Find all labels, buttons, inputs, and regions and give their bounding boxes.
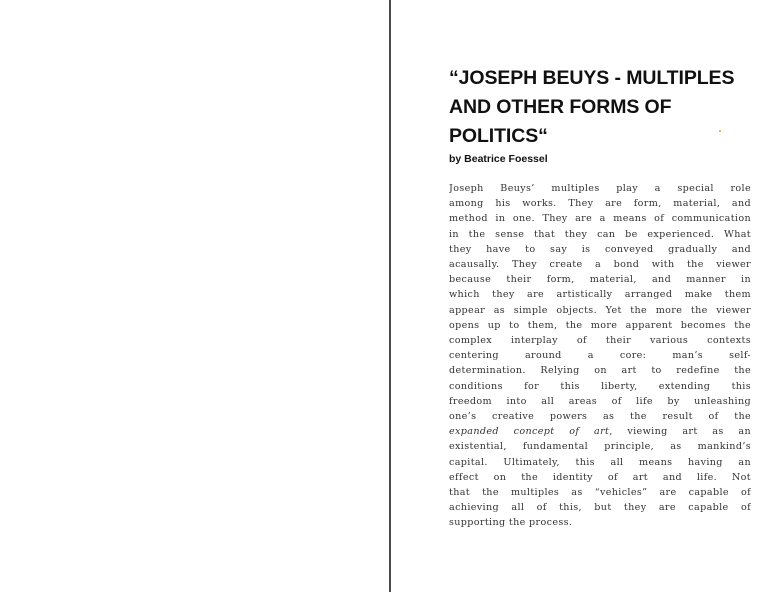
body-line: which they are artistically arranged make them [449,289,751,301]
body-line: existential, fundamental principle, as mankind’s [449,441,751,453]
body-line: complex interplay of their various contexts [449,335,751,347]
left-page-blank [0,0,389,592]
body-line: opens up to them, the more apparent becomes the [449,319,751,331]
body-line: achieving all of this, but they are capable of [449,502,751,514]
title-line: “JOSEPH BEUYS - MULTIPLES [449,67,735,89]
body-line: Joseph Beuys’ multiples play a special role [449,183,751,194]
body-line: method in one. They are a means of communication [449,213,751,225]
body-line: in the sense that they can be experienced. What [449,228,751,240]
body-line: supporting the process. [449,517,573,529]
body-line: capital. Ultimately, this all means having an [449,456,751,468]
body-line: one’s creative powers as the result of the [449,411,751,423]
italic-phrase: expanded concept of art [449,426,610,438]
body-line: they have to say is conveyed gradually and [449,243,751,255]
body-line: that the multiples as “vehicles” are capable of [449,487,751,499]
article-author: by Beatrice Foessel [449,153,548,165]
body-line: freedom into all areas of life by unleashing [449,395,751,407]
title-line: AND OTHER FORMS OF [449,96,672,118]
right-page [391,0,782,592]
body-line: determination. Relying on art to redefine the [449,365,751,377]
title-line: POLITICS“ [449,125,548,147]
ink-speck [719,130,721,132]
body-line: among his works. They are form, material, and [449,198,751,210]
article-body [449,181,751,531]
article-title [449,64,749,151]
body-line-italic [449,424,751,439]
body-line: appear as simple objects. Yet the more the viewer [449,304,751,316]
body-line: conditions for this liberty, extending this [449,380,751,392]
body-line: because their form, material, and manner in [449,274,751,286]
body-line: effect on the identity of art and life. Not [449,471,751,483]
body-line: acausally. They create a bond with the viewer [449,259,751,271]
body-line-rest: , viewing art as an [609,426,751,438]
body-line: centering around a core: man’s self- [449,350,751,362]
